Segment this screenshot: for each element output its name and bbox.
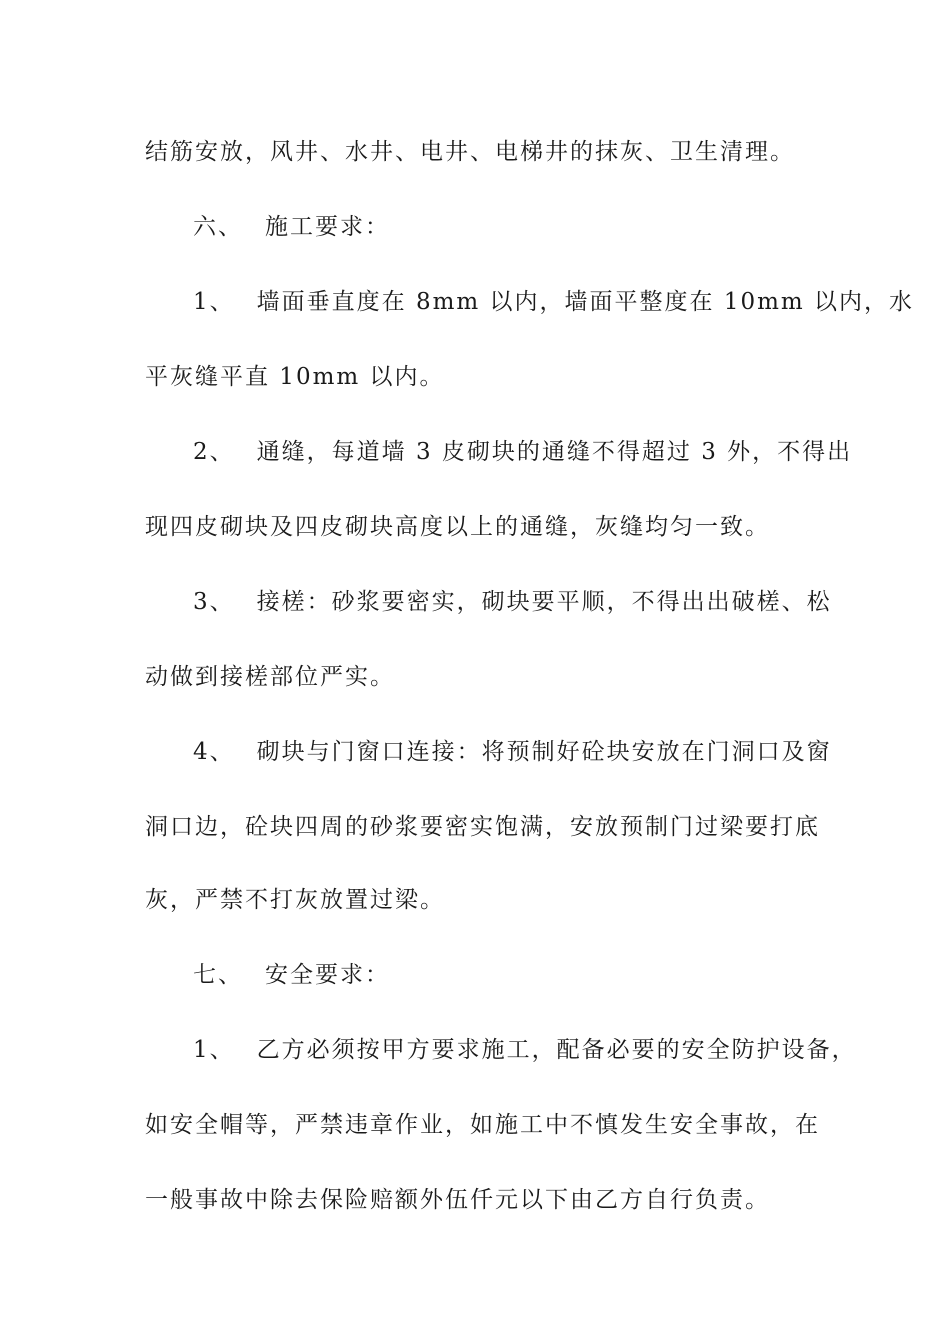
paragraph-line [145, 662, 395, 692]
item-text: 墙面垂直度在 8mm 以内，墙面平整度在 10mm 以内，水 [256, 289, 915, 315]
text-span: 平灰缝平直 10mm 以内。 [145, 364, 445, 390]
paragraph-line [193, 1035, 857, 1065]
item-text: 接槎：砂浆要密实，砌块要平顺，不得出出破槎、松 [256, 589, 832, 615]
paragraph-line [145, 812, 820, 842]
section-heading-construction-requirements [193, 212, 390, 242]
paragraph-line [193, 737, 832, 767]
item-number: 1、 [193, 289, 235, 315]
paragraph-line [145, 1110, 820, 1140]
item-text: 通缝，每道墙 3 皮砌块的通缝不得超过 3 外，不得出 [256, 439, 853, 465]
paragraph-line [145, 512, 770, 542]
text-span: 灰，严禁不打灰放置过梁。 [145, 887, 445, 913]
text-span: 如安全帽等，严禁违章作业，如施工中不慎发生安全事故，在 [145, 1112, 820, 1138]
paragraph-line [193, 437, 852, 467]
paragraph-line [193, 287, 914, 317]
section-title: 施工要求： [265, 214, 390, 240]
text-span: 现四皮砌块及四皮砌块高度以上的通缝，灰缝均匀一致。 [145, 514, 770, 540]
item-number: 3、 [193, 589, 235, 615]
paragraph-line [145, 362, 445, 392]
text-span: 动做到接槎部位严实。 [145, 664, 395, 690]
section-title: 安全要求： [265, 962, 390, 988]
text-span: 结筋安放，风井、水井、电井、电梯井的抹灰、卫生清理。 [145, 139, 795, 165]
section-heading-safety-requirements [193, 960, 390, 990]
paragraph-line [145, 885, 445, 915]
item-number: 1、 [193, 1037, 235, 1063]
paragraph-line [193, 587, 832, 617]
text-span: 洞口边，砼块四周的砂浆要密实饱满，安放预制门过梁要打底 [145, 814, 820, 840]
item-number: 2、 [193, 439, 235, 465]
paragraph-line [145, 1185, 770, 1215]
section-number: 六、 [193, 214, 243, 240]
item-number: 4、 [193, 739, 235, 765]
section-number: 七、 [193, 962, 243, 988]
text-span: 一般事故中除去保险赔额外伍仟元以下由乙方自行负责。 [145, 1187, 770, 1213]
item-text: 乙方必须按甲方要求施工，配备必要的安全防护设备， [256, 1037, 857, 1063]
paragraph-line [145, 137, 795, 167]
item-text: 砌块与门窗口连接：将预制好砼块安放在门洞口及窗 [256, 739, 832, 765]
